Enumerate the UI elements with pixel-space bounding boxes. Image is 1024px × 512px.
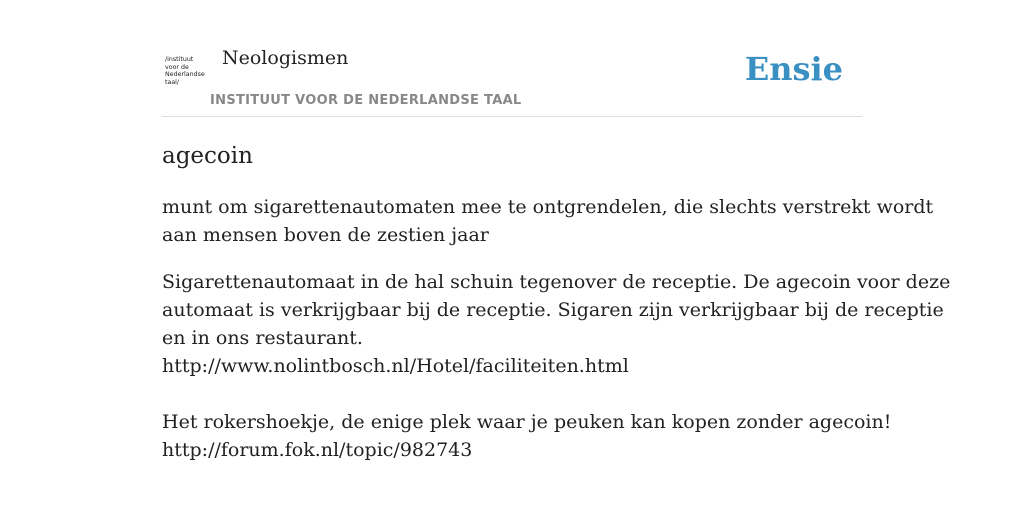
logo-text-line: taal/ — [165, 79, 180, 87]
entry-definition — [162, 193, 934, 249]
logo-text-line: /instituut — [165, 56, 194, 63]
example-line: automaat is verkrijgbaar bij de receptie. Sigaren zijn verkrijgbaar bij de receptie — [162, 299, 944, 321]
logo-text-line: voor de — [165, 63, 189, 71]
source-organization: INSTITUUT VOOR DE NEDERLANDSE TAAL — [210, 93, 522, 108]
example-line: en in ons restaurant. — [162, 327, 363, 349]
example-line: Het rokershoekje, de enige plek waar je peuken kan kopen zonder agecoin! — [162, 411, 892, 433]
example-source-url: http://forum.fok.nl/topic/982743 — [162, 439, 473, 461]
example-source-url: http://www.nolintbosch.nl/Hotel/faciliteiten.html — [162, 355, 629, 377]
definition-line: munt om sigarettenautomaten mee te ontgrendelen, die slechts verstrekt wordt — [162, 196, 934, 218]
logo-text-line: Nederlandse — [165, 71, 205, 79]
example-separator — [162, 380, 862, 408]
entry-term: agecoin — [162, 143, 253, 169]
source-header — [162, 0, 862, 117]
definition-line: aan mensen boven de zestien jaar — [162, 224, 489, 246]
source-name-link[interactable]: Neologismen — [222, 47, 349, 69]
ensie-logo[interactable]: Ensie — [744, 50, 843, 88]
entry-examples — [162, 268, 951, 464]
institute-logo[interactable] — [165, 56, 209, 92]
example-line: Sigarettenautomaat in de hal schuin tegenover de receptie. De agecoin voor deze — [162, 271, 951, 293]
entry-page — [162, 0, 951, 464]
